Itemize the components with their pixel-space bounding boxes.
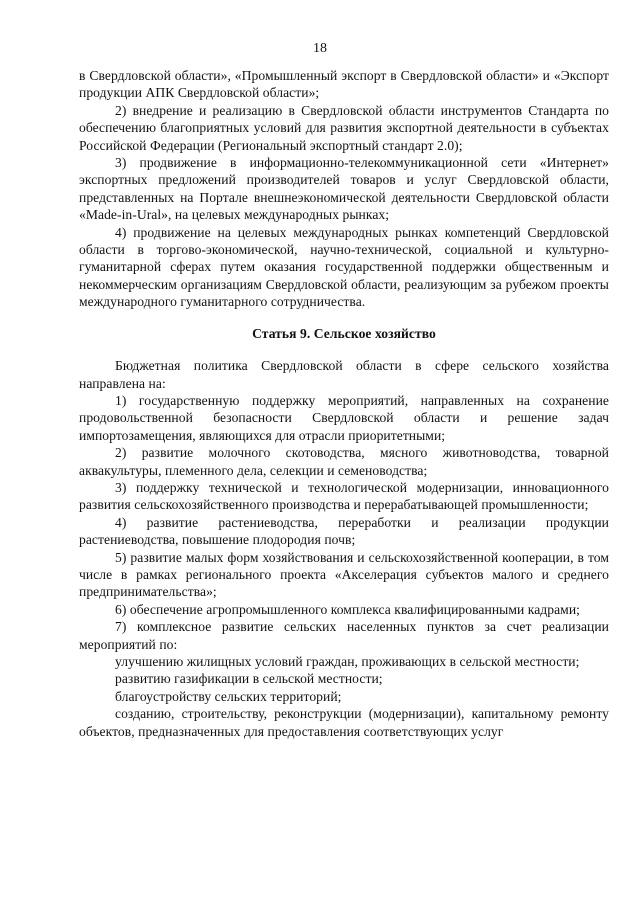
article-item-6: 6) обеспечение агропромышленного комплекса квалифицированными кадрами; [115, 601, 580, 617]
sub-item-housing: улучшению жилищных условий граждан, проживающих в сельской местности; [115, 654, 580, 669]
article-heading: Статья 9. Сельское хозяйство [252, 325, 436, 341]
paragraph-continuation: в Свердловской области», «Промышленный экспорт в Свердловской области» и «Экспорт продукции АПК Свердловской области»; [79, 68, 609, 101]
article-item-1: 1) государственную поддержку мероприятий, направленных на сохранение продовольственной безопасности Свердловской области и решение задач импортозамещения, являющихся для отрасли приоритетными; [79, 392, 609, 443]
sub-item-construction: созданию, строительству, реконструкции (модернизации), капитальному ремонту объектов, предназначенных для предоставления соответствующих услуг [79, 706, 609, 739]
sub-item-gasification: развитию газификации в сельской местности; [115, 671, 383, 687]
list-item-4: 4) продвижение на целевых международных рынках компетенций Свердловской области в торгово-экономической, научно-технической, социальной и культурно-гуманитарной сферах путем оказания государственной поддержки общественным и некоммерческим организациям Свердловской области, реализующим за рубежом проекты международного гуманитарного сотрудничества. [79, 224, 609, 310]
list-item-2: 2) внедрение и реализацию в Свердловской области инструментов Стандарта по обеспечению благоприятных условий для развития экспортной деятельности в субъектах Российской Федерации (Региональный экспортный стандарт 2.0); [79, 102, 609, 153]
article-item-4: 4) развитие растениеводства, переработки и реализации продукции растениеводства, повышение плодородия почв; [79, 514, 609, 548]
article-item-2: 2) развитие молочного скотоводства, мясного животноводства, товарной аквакультуры, племенного дела, селекции и семеноводства; [79, 445, 609, 478]
article-item-5: 5) развитие малых форм хозяйствования и сельскохозяйственной кооперации, в том числе в рамках регионального проекта «Акселерация субъектов малого и среднего предпринимательства»; [79, 549, 609, 600]
document-body [79, 67, 609, 740]
article-item-7: 7) комплексное развитие сельских населенных пунктов за счет реализации мероприятий по: [79, 619, 609, 652]
list-item-3: 3) продвижение в информационно-телекоммуникационной сети «Интернет» экспортных предложений производителей товаров и услуг Свердловской области, представленных на Портале внешнеэкономической деятельности Свердловской области «Made-in-Ural», на целевых международных рынках; [79, 155, 609, 223]
article-intro: Бюджетная политика Свердловской области в сфере сельского хозяйства направлена на: [79, 358, 609, 391]
page-number: 18 [313, 41, 327, 56]
sub-item-landscaping: благоустройству сельских территорий; [115, 688, 342, 704]
article-item-3: 3) поддержку технической и технологической модернизации, инновационного развития сельскохозяйственного производства и перерабатывающей промышленности; [79, 479, 609, 513]
